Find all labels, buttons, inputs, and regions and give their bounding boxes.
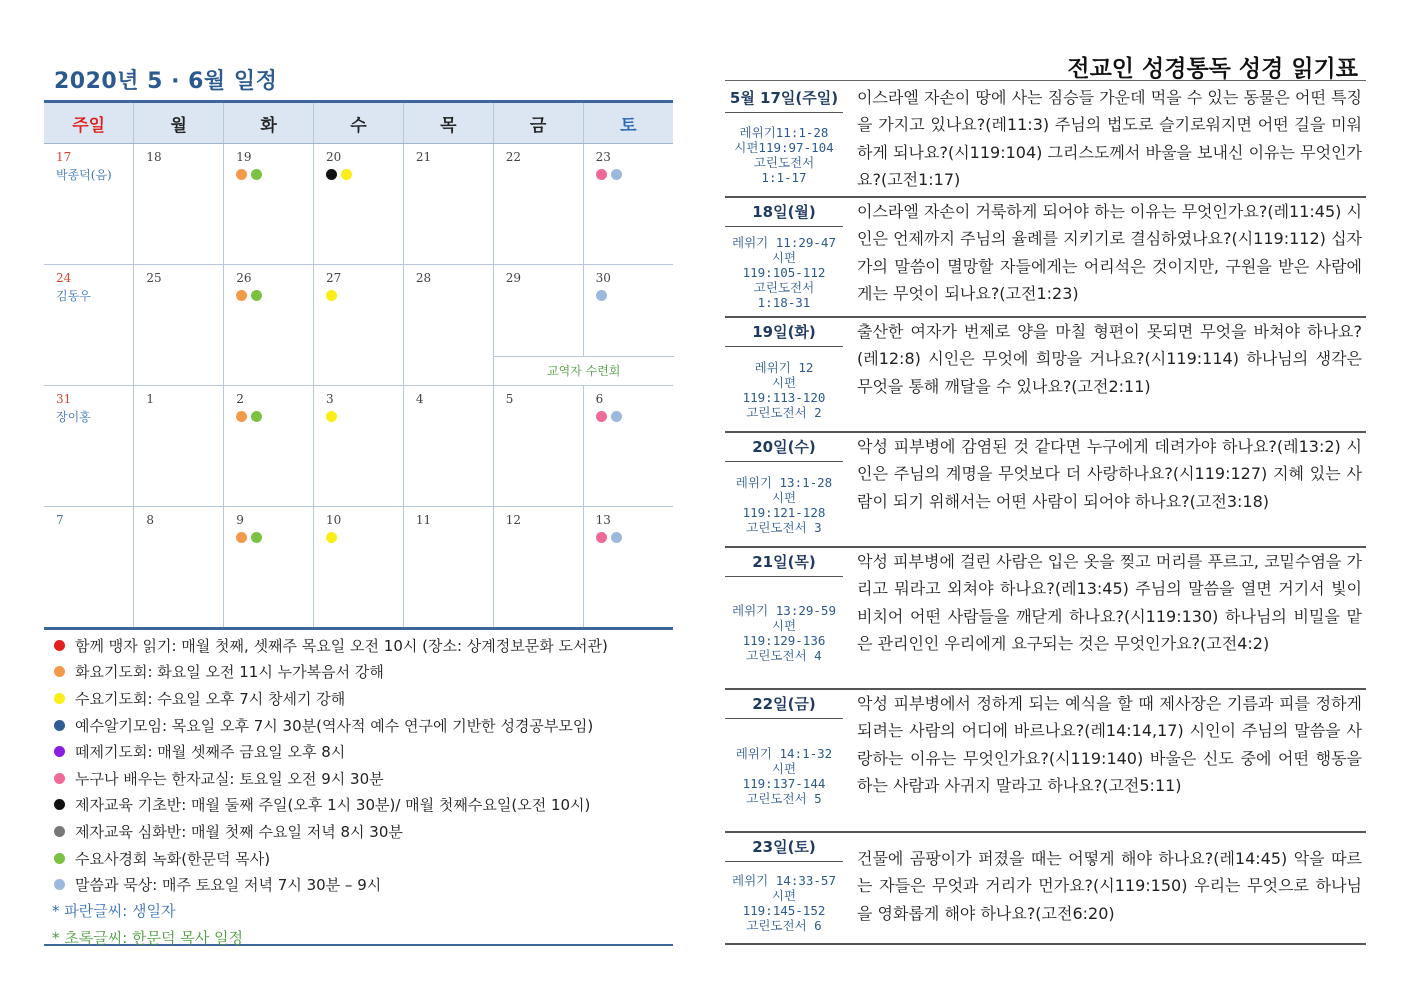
event-dots [236, 290, 313, 301]
span-event-retreat: 교역자 수련회 [494, 356, 674, 385]
event-dot [326, 290, 337, 301]
reading-plan-ref-line: 시편 [771, 888, 797, 903]
event-dot [596, 532, 607, 543]
day-number: 29 [505, 271, 521, 285]
calendar-week-row [44, 144, 673, 265]
calendar-day-cell [134, 386, 224, 507]
reading-plan-date-column [725, 833, 843, 943]
legend-text: 화요기도회: 화요일 오전 11시 누가복음서 강해 [75, 663, 384, 682]
event-dot [596, 169, 607, 180]
reading-plan-refs [725, 360, 843, 420]
reading-plan-ref-line: 1:18-31 [757, 294, 811, 310]
reading-plan-ref-line: 119:137-144 [742, 775, 826, 791]
day-number: 22 [505, 150, 521, 164]
event-dots [596, 290, 673, 301]
calendar-day-cell [224, 265, 314, 386]
reading-plan-ref-line: 고린도전서 4 [746, 648, 822, 663]
legend-text: 수요사경회 녹화(한문덕 목사) [75, 849, 271, 868]
event-dot [596, 290, 607, 301]
reading-plan-ref-line: 119:113-120 [742, 389, 826, 405]
reading-plan-ref-line: 시편 [771, 489, 797, 505]
calendar-day-cell [403, 144, 493, 265]
reading-plan-ref-line: 시편119:97-104 [734, 140, 834, 155]
day-number: 31 [56, 392, 72, 406]
reading-plan-date-column [725, 84, 843, 196]
legend-text: 수요기도회: 수요일 오후 7시 창세기 강해 [75, 689, 346, 708]
legend-dot-icon [54, 773, 65, 784]
day-number: 4 [415, 392, 424, 406]
weekday-wednesday: 수 [314, 102, 404, 144]
calendar-day-cell [583, 144, 673, 265]
calendar-day-cell [314, 144, 404, 265]
event-dot [611, 411, 622, 422]
calendar-day-cell [403, 265, 493, 386]
day-number: 18 [146, 150, 162, 164]
calendar-day-cell [403, 507, 493, 629]
calendar-week-row [44, 265, 673, 386]
reading-plan-refs [725, 746, 843, 806]
day-number: 3 [326, 392, 334, 406]
day-number: 25 [146, 271, 162, 285]
calendar-day-cell [403, 386, 493, 507]
reading-plan-day: 20일(수) [725, 433, 843, 462]
day-number: 20 [326, 150, 342, 164]
legend-text: 제자교육 심화반: 매월 첫째 수요일 저녁 8시 30분 [75, 822, 403, 841]
event-dot [251, 532, 262, 543]
note-green-pastor: * 초록글씨: 한문덕 목사 일정 [52, 928, 244, 947]
event-dot [611, 532, 622, 543]
reading-plan-refs [725, 603, 843, 663]
day-number: 10 [326, 513, 342, 527]
reading-plan-ref-line: 시편 [771, 618, 797, 633]
reading-plan-ref-line: 레위기 13:1-28 [735, 474, 833, 490]
reading-plan-title: 전교인 성경통독 성경 읽기표 [1067, 56, 1358, 82]
legend-item [44, 845, 673, 872]
calendar-day-cell [134, 507, 224, 629]
day-number: 5 [505, 392, 514, 406]
reading-plan-day: 18일(월) [725, 198, 843, 227]
day-number: 2 [236, 392, 244, 406]
reading-plan-ref-line: 119:121-128 [742, 504, 826, 520]
day-number: 7 [56, 513, 64, 527]
event-dot [236, 411, 247, 422]
legend-text: 말씀과 묵상: 매주 토요일 저녁 7시 30분 – 9시 [75, 876, 382, 895]
legend-text: 예수알기모임: 목요일 오후 7시 30분(역사적 예수 연구에 기반한 성경공부모임) [75, 716, 594, 735]
legend-item [44, 792, 673, 819]
reading-plan-date-column [725, 433, 843, 546]
day-number: 13 [595, 513, 611, 527]
legend-dot-icon [54, 640, 65, 651]
reading-plan-ref-line: 고린도전서 5 [746, 790, 822, 806]
day-number: 27 [326, 271, 342, 285]
legend-text: 함께 맹자 읽기: 매월 첫째, 셋째주 목요일 오전 10시 (장소: 상계정보문화 도서관) [75, 636, 608, 655]
calendar-day-cell [493, 507, 583, 629]
weekday-tuesday: 화 [224, 102, 314, 144]
reading-plan-ref-line: 119:105-112 [742, 264, 826, 280]
calendar-day-cell [583, 507, 673, 629]
weekday-header-row [44, 102, 673, 144]
legend-text: 누구나 배우는 한자교실: 토요일 오전 9시 30분 [75, 769, 384, 788]
calendar-day-cell [493, 144, 583, 265]
calendar-body [44, 144, 673, 629]
calendar-day-cell [44, 265, 134, 386]
reading-plan-ref-line: 레위기 11:29-47 [732, 234, 836, 250]
reading-plan-row [725, 84, 1366, 196]
event-dot [596, 411, 607, 422]
reading-plan-date-column [725, 548, 843, 688]
reading-plan-ref-line: 고린도전서 [753, 155, 815, 170]
birthday-name: 김동우 [56, 289, 91, 303]
calendar-day-cell [314, 386, 404, 507]
day-number: 19 [236, 150, 252, 164]
calendar-day-cell [44, 507, 134, 629]
weekday-sunday: 주일 [44, 102, 134, 144]
calendar-day-cell [583, 265, 673, 386]
reading-plan-questions: 출산한 여자가 번제로 양을 마칠 형편이 못되면 무엇을 바쳐야 하나요?(레12:8) 시인은 무엇에 희망을 거나요?(시119:114) 하나님의 생각은 무엇을 통해 깨달을 수 있나요?(고전2:11) [857, 322, 1362, 396]
event-dot [236, 532, 247, 543]
birthday-name: 장이홍 [56, 410, 91, 424]
reading-plan-row [725, 318, 1366, 431]
legend-text: 제자교육 기초반: 매월 둘째 주일(오후 1시 30분)/ 매월 첫째수요일(오전 10시) [75, 796, 591, 815]
event-dots [596, 411, 673, 422]
reading-plan-refs [725, 235, 843, 310]
day-number: 17 [56, 150, 72, 164]
reading-plan-questions: 건물에 곰팡이가 퍼졌을 때는 어떻게 해야 하나요?(레14:45) 악을 따르는 자들은 무엇과 거리가 먼가요?(시119:150) 우리는 무엇으로 하나님을 영화롭게 해야 하나요?(고전6:20) [857, 849, 1362, 923]
event-dot [251, 290, 262, 301]
reading-plan-ref-line: 고린도전서 [753, 279, 815, 295]
reading-plan-ref-line: 레위기11:1-28 [739, 125, 829, 140]
calendar-day-cell [583, 386, 673, 507]
reading-plan-day: 21일(목) [725, 548, 843, 577]
event-dots [326, 532, 403, 543]
legend-dot-icon [54, 693, 65, 704]
legend-dot-icon [54, 666, 65, 677]
legend-dot-icon [54, 746, 65, 757]
note-blue-birthdays: * 파란글씨: 생일자 [52, 901, 176, 920]
reading-plan-day: 5월 17일(주일) [725, 84, 843, 113]
reading-plan-day: 22일(금) [725, 690, 843, 719]
reading-plan-ref-line: 시편 [771, 249, 797, 265]
reading-plan-ref-line: 1:1-17 [761, 170, 807, 185]
calendar-day-cell [224, 144, 314, 265]
calendar-week-row [44, 507, 673, 629]
weekday-monday: 월 [134, 102, 224, 144]
legend-dot-icon [54, 853, 65, 864]
reading-plan-day: 19일(화) [725, 318, 843, 347]
day-number: 8 [146, 513, 154, 527]
calendar-week-row [44, 386, 673, 507]
event-dots [326, 411, 403, 422]
legend [44, 618, 673, 946]
event-dot [341, 169, 352, 180]
day-number: 12 [505, 513, 521, 527]
reading-plan-questions: 악성 피부병에 감염된 것 같다면 누구에게 데려가야 하나요?(레13:2) 시인은 주님의 계명을 무엇보다 더 사랑하나요?(시119:127) 지혜 있는 사람이 되기 위해서는 어떤 사람이 되어야 하나요?(고전3:18) [857, 437, 1362, 511]
reading-plan-ref-line: 119:145-152 [742, 903, 826, 918]
legend-items [44, 618, 673, 898]
calendar-day-cell [314, 507, 404, 629]
event-dot [251, 411, 262, 422]
reading-plan-refs [725, 475, 843, 535]
day-number: 21 [415, 150, 432, 164]
reading-plan-questions: 악성 피부병에 걸린 사람은 입은 옷을 찢고 머리를 푸르고, 코밑수염을 가리고 뭐라고 외쳐야 하나요?(레13:45) 주님의 말씀을 열면 거기서 빛이 비치어 어떤 사람들을 깨닫게 하나요?(시119:130) 하나님의 비밀을 맡은 관리인인 우리에게 요구되는 것은 무엇인가요?(고전4:2) [857, 552, 1362, 653]
reading-plan-ref-line: 고린도전서 3 [746, 519, 822, 535]
legend-item [44, 712, 673, 739]
legend-dot-icon [54, 799, 65, 810]
day-number: 6 [595, 392, 604, 406]
calendar-day-cell [314, 265, 404, 386]
reading-plan-questions: 이스라엘 자손이 땅에 사는 짐승들 가운데 먹을 수 있는 동물은 어떤 특징을 가지고 있나요?(레11:3) 주님의 법도로 슬기로워지면 어떤 길을 미워하게 되나요?(시119:104) 그리스도께서 바울을 보내신 이유는 무엇인가요?(고전1:17) [857, 88, 1362, 189]
cell-divider [584, 356, 673, 357]
legend-dot-icon [54, 720, 65, 731]
legend-dot-icon [54, 826, 65, 837]
legend-item [44, 632, 673, 659]
reading-plan-refs [725, 873, 843, 933]
reading-plan-ref-line: 레위기 13:29-59 [732, 603, 836, 618]
event-dot [326, 532, 337, 543]
calendar-day-cell [493, 386, 583, 507]
legend-item [44, 659, 673, 686]
event-dots [236, 411, 313, 422]
reading-plan-ref-line: 119:129-136 [742, 633, 826, 648]
event-dot [236, 290, 247, 301]
reading-plan-row [725, 433, 1366, 546]
reading-plan-ref-line: 시편 [771, 760, 797, 776]
day-number: 30 [595, 271, 611, 285]
reading-plan-row [725, 690, 1366, 831]
weekday-thursday: 목 [403, 102, 493, 144]
day-number: 1 [146, 392, 154, 406]
calendar-day-cell [134, 265, 224, 386]
event-dots [236, 532, 313, 543]
reading-plan-date-column [725, 690, 843, 831]
calendar-day-cell [224, 386, 314, 507]
day-number: 11 [415, 513, 432, 527]
weekday-saturday: 토 [583, 102, 673, 144]
reading-plan-ref-line: 레위기 14:33-57 [732, 873, 836, 888]
reading-plan-row [725, 833, 1366, 943]
event-dot [236, 169, 247, 180]
reading-plan-ref-line: 레위기 14:1-32 [735, 745, 833, 761]
day-number: 28 [415, 271, 432, 285]
event-dots [596, 532, 673, 543]
event-dots [326, 290, 403, 301]
title-rule [725, 80, 1366, 81]
calendar-table [44, 100, 673, 630]
legend-item [44, 685, 673, 712]
legend-item [44, 765, 673, 792]
day-number: 26 [236, 271, 252, 285]
day-number: 24 [56, 271, 72, 285]
reading-plan-ref-line: 시편 [771, 374, 797, 390]
event-dots [236, 169, 313, 180]
weekday-friday: 금 [493, 102, 583, 144]
row-separator [725, 943, 1366, 945]
reading-plan-refs [725, 125, 843, 185]
legend-dot-icon [54, 879, 65, 890]
reading-plan-ref-line: 레위기 12 [754, 359, 814, 375]
calendar-day-cell [134, 144, 224, 265]
calendar-day-cell [44, 144, 134, 265]
reading-plan-row [725, 548, 1366, 688]
calendar-day-cell [44, 386, 134, 507]
reading-plan-date-column [725, 198, 843, 316]
event-dot [611, 169, 622, 180]
legend-item [44, 738, 673, 765]
event-dots [326, 169, 403, 180]
legend-item [44, 871, 673, 898]
event-dot [326, 411, 337, 422]
day-number: 23 [595, 150, 611, 164]
event-dots [596, 169, 673, 180]
legend-item [44, 818, 673, 845]
reading-plan-ref-line: 고린도전서 6 [746, 918, 822, 933]
reading-plan-questions: 악성 피부병에서 정하게 되는 예식을 할 때 제사장은 기름과 피를 정하게 되려는 사람의 어디에 바르나요?(레14:14,17) 시인이 주님의 말씀을 사랑하는 이유는 무엇인가요?(시119:140) 바울은 신도 중에 어떤 행동을 하는 사람과 사귀지 말라고 하나요?(고전5:11) [857, 694, 1362, 795]
event-dot [326, 169, 337, 180]
calendar-title: 2020년 5 · 6월 일정 [54, 69, 278, 94]
calendar-day-cell [224, 507, 314, 629]
reading-plan-questions: 이스라엘 자손이 거룩하게 되어야 하는 이유는 무엇인가요?(레11:45) 시인은 언제까지 주님의 율례를 지키기로 결심하였나요?(시119:112) 십자가의 말씀이 멸망할 자들에게는 어리석은 것이지만, 구원을 받은 사람에게는 무엇이 되나요?(고전1:23) [857, 202, 1362, 303]
legend-text: 떼제기도회: 매월 셋째주 금요일 오후 8시 [75, 743, 346, 762]
reading-plan-ref-line: 고린도전서 2 [746, 404, 822, 420]
reading-plan-date-column [725, 318, 843, 431]
birthday-name: 박종덕(음) [56, 168, 112, 182]
reading-plan-row [725, 198, 1366, 316]
day-number: 9 [236, 513, 244, 527]
event-dot [251, 169, 262, 180]
reading-plan-day: 23일(토) [725, 833, 843, 862]
